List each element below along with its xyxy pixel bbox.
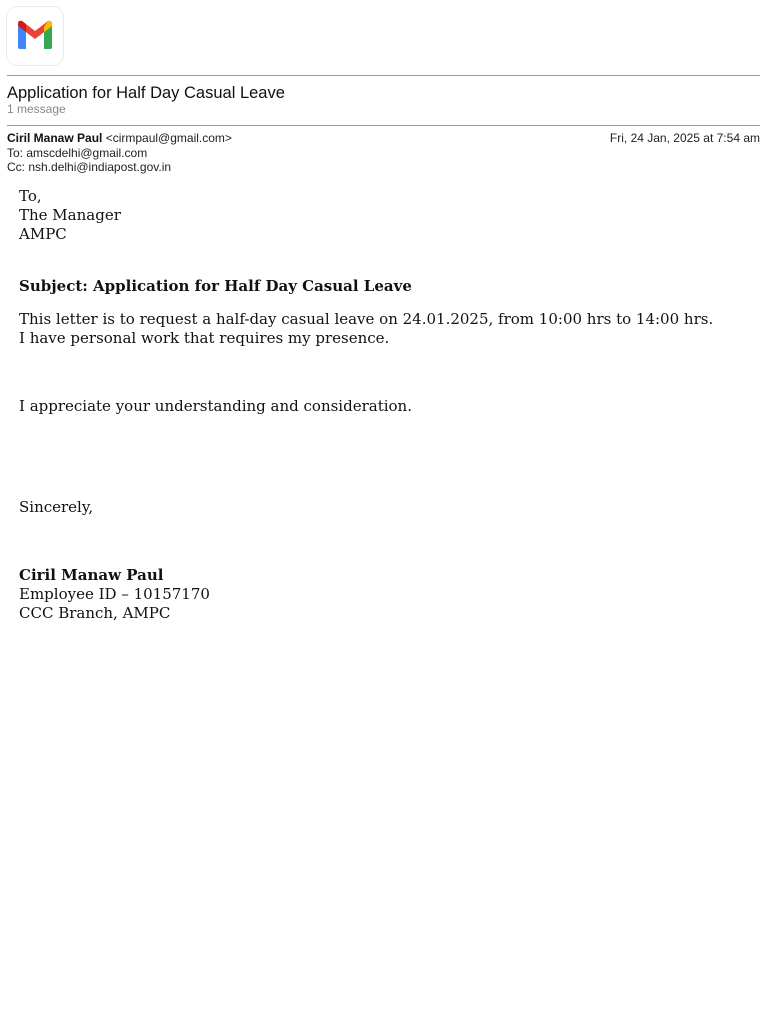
header-divider	[7, 125, 760, 126]
letter-paragraph-appreciation: I appreciate your understanding and consideration.	[19, 397, 412, 415]
signature-branch: CCC Branch, AMPC	[19, 604, 171, 622]
signature-name: Ciril Manaw Paul	[19, 566, 164, 584]
letter-subject-line: Subject: Application for Half Day Casual Leave	[19, 277, 412, 295]
letter-closing: Sincerely,	[19, 498, 94, 516]
gmail-m-icon	[16, 20, 54, 50]
recipient-cc: Cc: nsh.delhi@indiapost.gov.in	[7, 160, 172, 174]
message-count: 1 message	[7, 102, 66, 116]
sender-email: <cirmpaul@gmail.com>	[105, 131, 232, 145]
top-divider	[7, 75, 760, 76]
recipient-to: To: amscdelhi@gmail.com	[7, 146, 148, 160]
sender-name: Ciril Manaw Paul	[7, 131, 103, 145]
letter-paragraph-request: This letter is to request a half-day casual leave on 24.01.2025, from 10:00 hrs to 14:00 hrs. I have personal work that requires my presence.	[19, 310, 714, 347]
letter-salutation: To,	[19, 187, 42, 205]
signature-employee-id: Employee ID – 10157170	[19, 585, 210, 603]
gmail-logo-icon	[7, 7, 63, 65]
sent-date: Fri, 24 Jan, 2025 at 7:54 am	[609, 131, 760, 145]
sender-line	[7, 131, 232, 146]
email-subject-title: Application for Half Day Casual Leave	[7, 84, 285, 102]
letter-recipient-title: The Manager	[19, 206, 121, 224]
letter-recipient-org: AMPC	[19, 225, 67, 243]
